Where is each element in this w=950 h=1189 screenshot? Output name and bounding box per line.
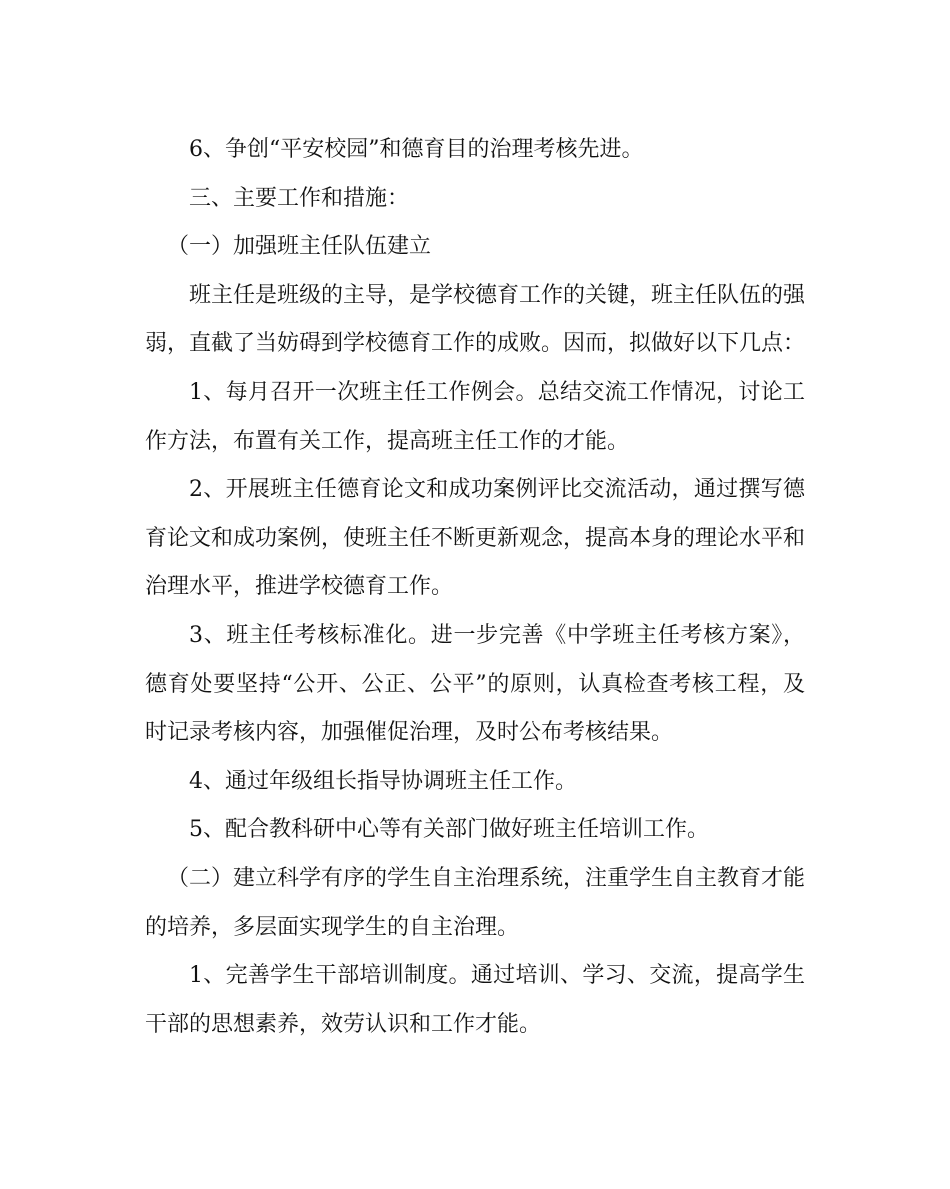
paragraph-item-3: 3、班主任考核标准化。进一步完善《中学班主任考核方案》，德育处要坚持“公开、公正、公平”的原则，认真检查考核工程，及时记录考核内容，加强催促治理，及时公布考核结果。: [145, 622, 805, 746]
paragraph-item-1: 1、每月召开一次班主任工作例会。总结交流工作情况，讨论工作方法，布置有关工作，提高班主任工作的才能。: [145, 379, 805, 454]
paragraph-item-4: 4、通过年级组长指导协调班主任工作。: [189, 768, 577, 794]
subsection-heading-1: （一）加强班主任队伍建立: [167, 234, 432, 260]
subsection-heading-2: （二）建立科学有序的学生自主治理系统，注重学生自主教育才能的培养，多层面实现学生的自主治理。: [145, 865, 806, 940]
paragraph-item-2-1: 1、完善学生干部培训制度。通过培训、学习、交流，提高学生干部的思想素养，效劳认识和工作才能。: [145, 963, 805, 1037]
paragraph-item-5: 5、配合教科研中心等有关部门做好班主任培训工作。: [189, 817, 709, 843]
paragraph-goal-6: 6、争创“平安校园”和德育目的治理考核先进。: [189, 137, 644, 162]
section-heading-3: 三、主要工作和措施：: [189, 185, 410, 211]
paragraph-item-2: 2、开展班主任德育论文和成功案例评比交流活动，通过撰写德育论文和成功案例，使班主任不断更新观念，提高本身的理论水平和治理水平，推进学校德育工作。: [145, 477, 806, 600]
document-body: [145, 126, 805, 1049]
paragraph-intro: 班主任是班级的主导，是学校德育工作的关键，班主任队伍的强弱，直截了当妨碍到学校德育工作的成败。因而，拟做好以下几点：: [145, 282, 806, 357]
